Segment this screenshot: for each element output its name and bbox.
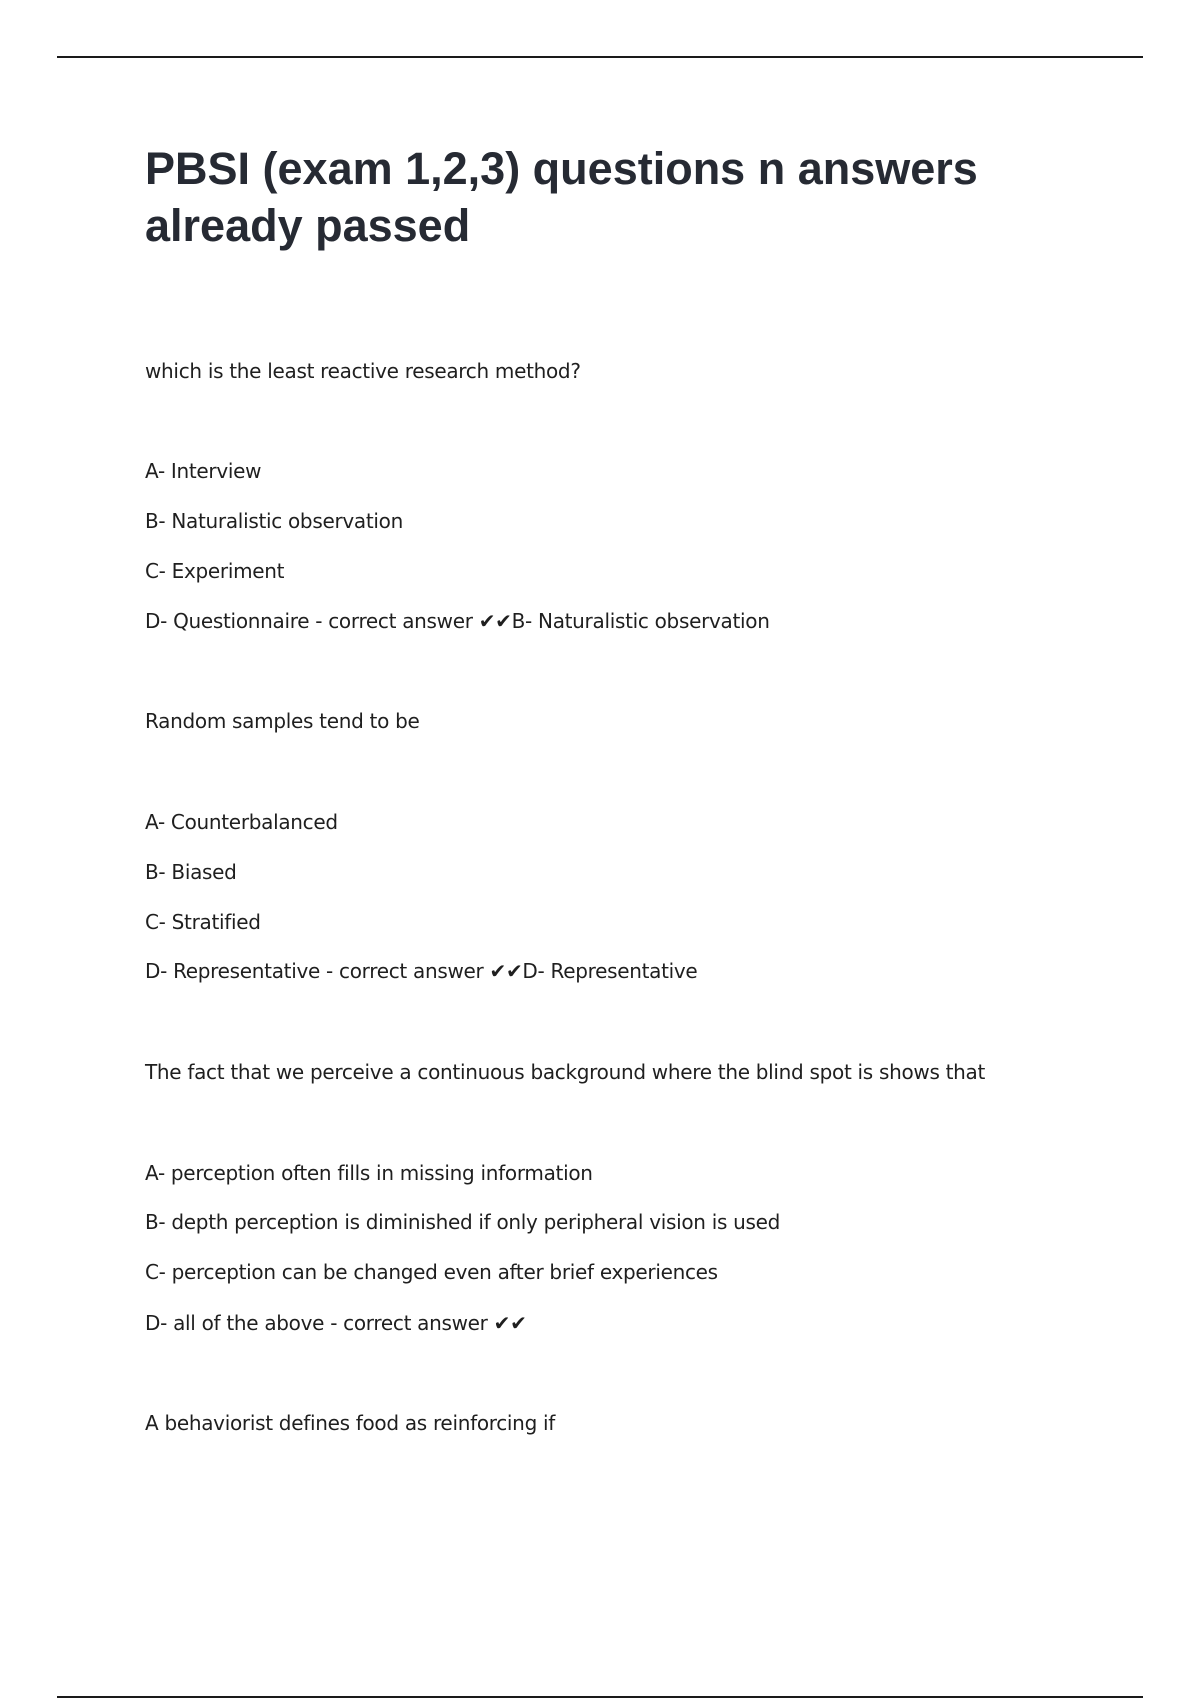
footer-rule	[57, 1696, 1143, 1698]
question-1-option-c: C- Experiment	[145, 559, 285, 583]
header-rule	[57, 56, 1143, 58]
question-2-option-d-answer: D- Representative - correct answer ✔✔D- Representative	[145, 959, 698, 983]
question-2-prompt: Random samples tend to be	[145, 709, 420, 733]
question-3-option-a: A- perception often fills in missing information	[145, 1161, 593, 1185]
question-1-prompt: which is the least reactive research method?	[145, 359, 581, 383]
question-1-option-b: B- Naturalistic observation	[145, 509, 403, 533]
question-3-option-c: C- perception can be changed even after brief experiences	[145, 1260, 718, 1284]
question-2-option-b: B- Biased	[145, 860, 237, 884]
question-4-prompt: A behaviorist defines food as reinforcing if	[145, 1411, 556, 1435]
question-3-prompt: The fact that we perceive a continuous background where the blind spot is shows that	[145, 1060, 986, 1084]
question-1-option-d-answer: D- Questionnaire - correct answer ✔✔B- Naturalistic observation	[145, 609, 770, 633]
question-2-option-c: C- Stratified	[145, 910, 261, 934]
question-3-option-d-answer: D- all of the above - correct answer ✔✔	[145, 1311, 527, 1335]
question-3-option-b: B- depth perception is diminished if only peripheral vision is used	[145, 1210, 781, 1234]
document-title: PBSI (exam 1,2,3) questions n answers already passed	[145, 143, 978, 251]
question-2-option-a: A- Counterbalanced	[145, 810, 338, 834]
question-1-option-a: A- Interview	[145, 459, 262, 483]
